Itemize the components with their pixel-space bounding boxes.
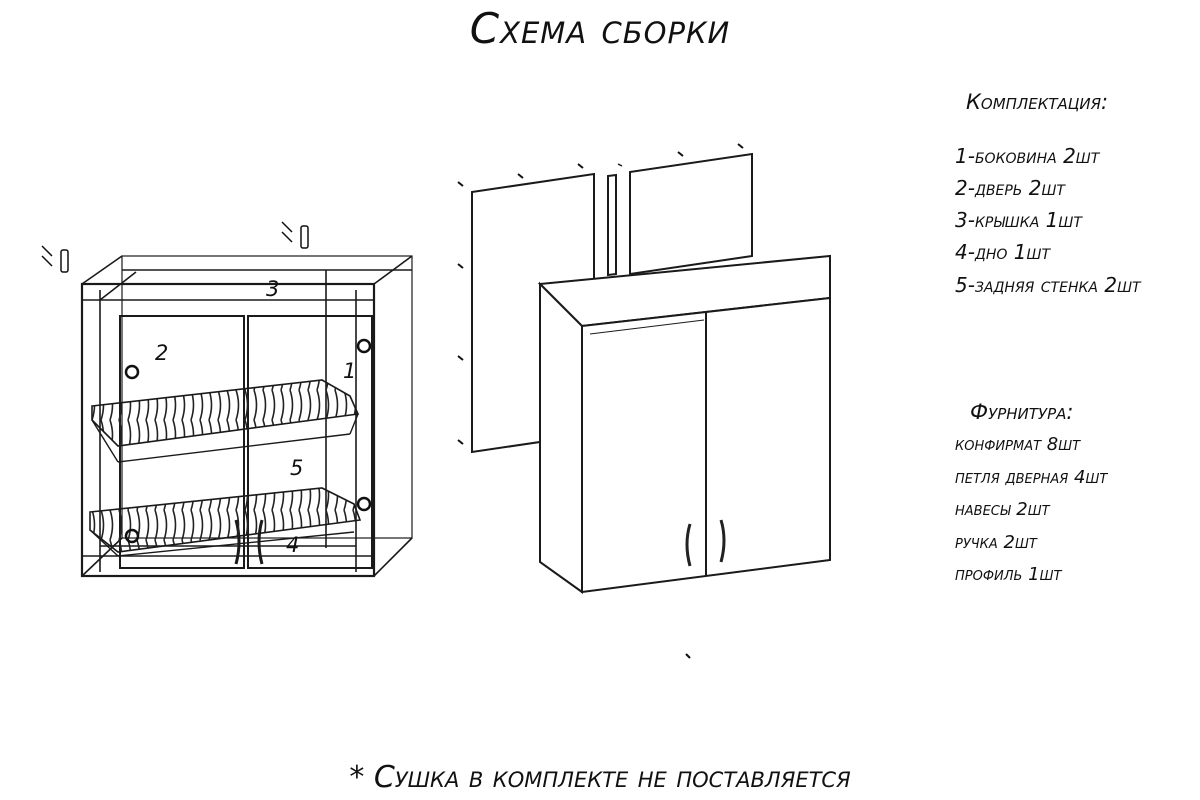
label-top: 3 xyxy=(266,277,280,301)
kit-item: 1-боковина 2шт xyxy=(955,144,1100,168)
dish-rack-upper xyxy=(92,380,358,462)
cabinet-left-face xyxy=(540,284,582,592)
back-panel-right xyxy=(630,154,752,274)
label-side: 1 xyxy=(343,359,357,383)
label-back: 5 xyxy=(290,456,304,480)
hardware-item: навесы 2шт xyxy=(955,499,1050,520)
footnote: * Сушка в комплекте не поставляется xyxy=(349,760,851,795)
kit-heading: Комплектация: xyxy=(966,90,1109,114)
hardware-item: петля дверная 4шт xyxy=(955,467,1108,488)
diagram-title: Схема сборки xyxy=(469,4,731,53)
hardware-item: конфирмат 8шт xyxy=(955,434,1081,455)
kit-item: 5-задняя стенка 2шт xyxy=(955,273,1141,297)
hardware-item: профиль 1шт xyxy=(955,564,1062,585)
profile-strip xyxy=(608,175,616,275)
kit-item: 2-дверь 2шт xyxy=(955,176,1065,200)
assembled-cabinet xyxy=(540,256,830,592)
hardware-item: ручка 2шт xyxy=(955,532,1037,553)
kit-item: 3-крышка 1шт xyxy=(955,208,1082,232)
kit-item: 4-дно 1шт xyxy=(955,240,1051,264)
hardware-heading: Фурнитура: xyxy=(970,400,1074,424)
label-bottom: 4 xyxy=(286,533,300,557)
label-door: 2 xyxy=(155,341,169,365)
screw-icons xyxy=(42,222,308,272)
